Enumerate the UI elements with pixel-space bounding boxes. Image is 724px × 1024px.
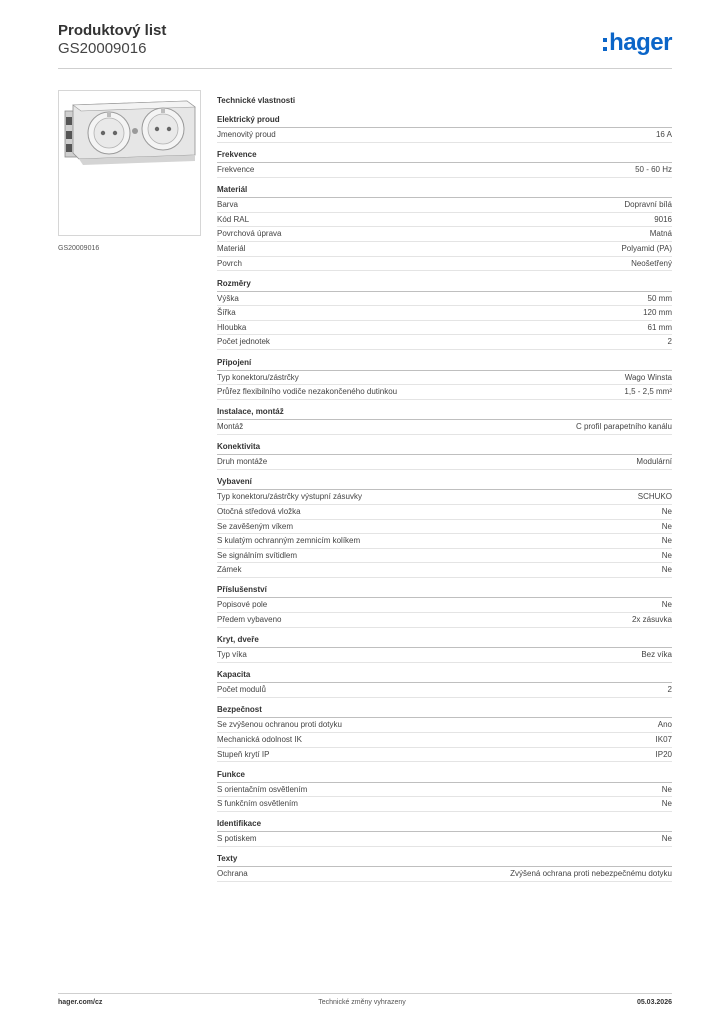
spec-label: Průřez flexibilního vodiče nezakončeného dutinkou (217, 387, 398, 397)
spec-section (217, 670, 672, 698)
spec-label: Počet modulů (217, 685, 266, 695)
spec-section (217, 407, 672, 435)
section-title: Rozměry (217, 279, 672, 292)
spec-section (217, 705, 672, 762)
spec-row (217, 321, 672, 336)
spec-label: Zámek (217, 565, 242, 575)
spec-value: 16 A (655, 130, 672, 139)
technical-specs (217, 95, 672, 890)
section-title: Frekvence (217, 150, 672, 163)
spec-row (217, 198, 672, 213)
spec-row (217, 718, 672, 733)
spec-row (217, 832, 672, 847)
spec-row (217, 292, 672, 307)
spec-value: Ne (661, 565, 672, 575)
spec-label: Montáž (217, 422, 244, 432)
spec-row (217, 797, 672, 812)
spec-value: 1,5 - 2,5 mm² (624, 387, 672, 397)
spec-label: Povrch (217, 258, 242, 268)
section-title: Elektrický proud (217, 115, 672, 128)
spec-row (217, 748, 672, 763)
spec-row (217, 783, 672, 798)
spec-value: Ne (661, 799, 672, 809)
spec-row (217, 549, 672, 564)
spec-label: Jmenovitý proud (217, 130, 276, 139)
section-title: Bezpečnost (217, 705, 672, 718)
section-title: Kapacita (217, 670, 672, 683)
spec-value: Polyamid (PA) (621, 243, 672, 253)
spec-section (217, 477, 672, 578)
spec-section (217, 358, 672, 400)
spec-section (217, 770, 672, 812)
footer-disclaimer: Technické změny vyhrazeny (318, 999, 406, 1006)
spec-row (217, 242, 672, 257)
spec-row (217, 733, 672, 748)
spec-row (217, 385, 672, 400)
page-title: Produktový list (58, 22, 167, 39)
spec-value: 120 mm (643, 308, 672, 318)
product-image (58, 90, 201, 236)
spec-label: Povrchová úprava (217, 229, 282, 239)
spec-label: S kulatým ochranným zemnicím kolíkem (217, 536, 361, 546)
hager-logo (603, 28, 672, 58)
spec-row (217, 306, 672, 321)
spec-section (217, 279, 672, 350)
spec-label: Typ víka (217, 650, 247, 660)
spec-value: Ne (661, 507, 672, 516)
spec-row (217, 335, 672, 350)
spec-value: IP20 (655, 749, 672, 759)
double-socket-icon (59, 91, 200, 235)
spec-value: C profil parapetního kanálu (575, 422, 672, 432)
footer-date: 05.03.2026 (636, 999, 672, 1006)
spec-label: Stupeň krytí IP (217, 749, 270, 759)
spec-value: 2x zásuvka (631, 615, 672, 625)
section-title: Identifikace (217, 819, 672, 832)
spec-row (217, 534, 672, 549)
spec-value: Ne (661, 521, 672, 531)
spec-value: Ne (661, 550, 672, 560)
spec-value: 50 mm (647, 293, 672, 303)
spec-label: Ochrana (217, 869, 248, 879)
spec-label: Typ konektoru/zástrčky (217, 372, 299, 382)
spec-label: Předem vybaveno (217, 615, 282, 625)
spec-label: Druh montáže (217, 457, 268, 467)
spec-row (217, 598, 672, 613)
spec-label: S potiskem (217, 834, 257, 844)
spec-row (217, 505, 672, 520)
spec-row (217, 213, 672, 228)
spec-label: Popisové pole (217, 600, 268, 610)
spec-section (217, 854, 672, 882)
section-title: Příslušenství (217, 585, 672, 598)
image-caption: GS20009016 (58, 245, 100, 252)
spec-section (217, 115, 672, 143)
section-title: Konektivita (217, 442, 672, 455)
section-title: Vybavení (217, 477, 672, 490)
spec-row (217, 648, 672, 663)
section-title: Připojení (217, 358, 672, 371)
spec-row (217, 128, 672, 143)
spec-section (217, 150, 672, 178)
section-title: Instalace, montáž (217, 407, 672, 420)
spec-value: 61 mm (647, 322, 672, 332)
spec-row (217, 257, 672, 272)
spec-label: Se signálním svítidlem (217, 550, 298, 560)
spec-label: Kód RAL (217, 214, 250, 224)
spec-row (217, 490, 672, 505)
spec-value: Ne (661, 784, 672, 794)
spec-value: Dopravní bílá (624, 200, 672, 210)
spec-label: Se zavěšeným víkem (217, 521, 294, 531)
spec-value: 2 (667, 685, 672, 695)
spec-row (217, 420, 672, 435)
spec-label: Barva (217, 200, 238, 210)
spec-label: Výška (217, 293, 239, 303)
spec-value: Ne (661, 834, 672, 844)
header-divider (58, 68, 672, 69)
spec-section (217, 442, 672, 470)
spec-section (217, 585, 672, 627)
spec-value: 9016 (654, 214, 672, 224)
spec-label: S orientačním osvětlením (217, 784, 308, 794)
spec-row (217, 563, 672, 578)
footer-website: hager.com/cz (58, 999, 103, 1006)
spec-row (217, 455, 672, 470)
spec-label: Se zvýšenou ochranou proti dotyku (217, 720, 342, 730)
spec-row (217, 867, 672, 882)
section-title: Funkce (217, 770, 672, 783)
spec-sections (217, 115, 672, 882)
spec-value: IK07 (655, 734, 672, 744)
spec-row (217, 520, 672, 535)
specs-heading: Technické vlastnosti (217, 96, 296, 105)
product-code: GS20009016 (58, 40, 147, 57)
spec-value: 50 - 60 Hz (635, 165, 672, 175)
spec-label: Typ konektoru/zástrčky výstupní zásuvky (217, 492, 362, 502)
spec-value: Zvýšená ochrana proti nebezpečnému dotyku (510, 869, 672, 879)
spec-label: Mechanická odolnost IK (217, 734, 302, 744)
section-title: Materiál (217, 185, 672, 198)
logo-text: hager (609, 29, 672, 56)
spec-section (217, 635, 672, 663)
spec-section (217, 819, 672, 847)
spec-row (217, 227, 672, 242)
spec-label: Otočná středová vložka (217, 507, 301, 516)
spec-value: Ano (657, 720, 672, 730)
footer-divider (58, 993, 672, 994)
section-title: Texty (217, 854, 672, 867)
spec-value: Ne (661, 600, 672, 610)
spec-value: Neošetřený (631, 258, 672, 268)
section-title: Kryt, dveře (217, 635, 672, 648)
spec-row (217, 371, 672, 386)
spec-label: Hloubka (217, 322, 247, 332)
spec-value: Ne (661, 536, 672, 546)
spec-label: Materiál (217, 243, 246, 253)
spec-section (217, 185, 672, 271)
spec-value: SCHUKO (637, 492, 672, 502)
spec-row (217, 683, 672, 698)
spec-value: Bez víka (641, 650, 672, 660)
spec-row (217, 163, 672, 178)
spec-row (217, 613, 672, 628)
spec-label: S funkčním osvětlením (217, 799, 298, 809)
spec-label: Počet jednotek (217, 337, 270, 347)
spec-value: 2 (667, 337, 672, 347)
spec-value: Matná (649, 229, 672, 239)
logo-dots-icon (603, 38, 607, 51)
spec-label: Šířka (217, 308, 236, 318)
spec-value: Wago Winsta (624, 372, 672, 382)
spec-value: Modulární (636, 457, 672, 467)
spec-label: Frekvence (217, 165, 255, 175)
